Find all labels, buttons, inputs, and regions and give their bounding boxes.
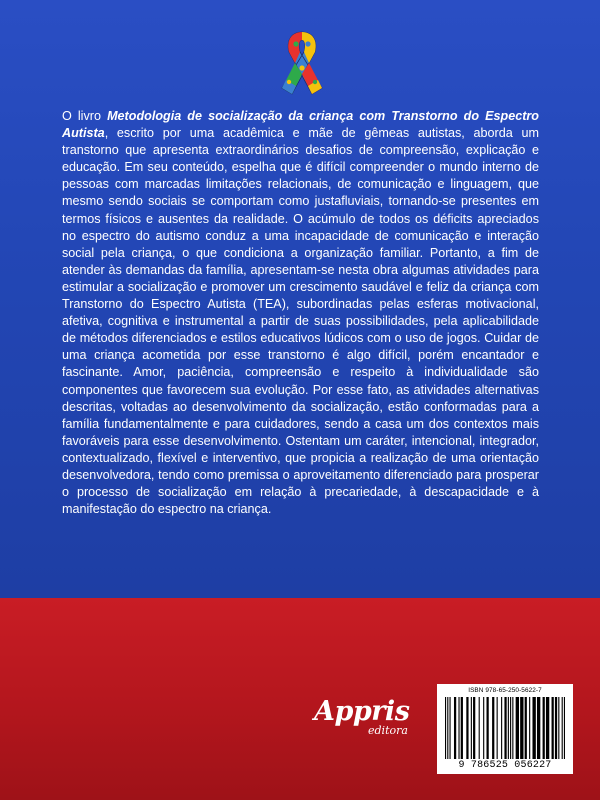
barcode-bar bbox=[558, 697, 559, 759]
barcode-bar bbox=[552, 697, 554, 759]
barcode-bar bbox=[473, 697, 475, 759]
barcode-bar bbox=[504, 697, 506, 759]
barcode-bar bbox=[483, 697, 484, 759]
barcode-bar bbox=[564, 697, 565, 759]
isbn-label: ISBN 978-65-250-5622-7 bbox=[468, 687, 542, 694]
barcode-bar bbox=[497, 697, 498, 759]
publisher-subtitle: editora bbox=[368, 724, 408, 737]
barcode-bar bbox=[555, 697, 557, 759]
isbn-barcode-box bbox=[437, 684, 573, 774]
barcode-bar bbox=[445, 697, 446, 759]
barcode-bar bbox=[537, 697, 540, 759]
barcode-bar bbox=[532, 697, 535, 759]
barcode-bar bbox=[562, 697, 563, 759]
barcode-bar bbox=[516, 697, 519, 759]
barcode-bar bbox=[492, 697, 494, 759]
barcode-bar bbox=[501, 697, 502, 759]
barcode-digits: 9 786525 056227 bbox=[458, 760, 552, 771]
barcode-bar bbox=[512, 697, 513, 759]
barcode-bar bbox=[447, 697, 448, 759]
book-title: Metodologia de socialização da criança com Transtorno do Espectro Autista bbox=[62, 109, 540, 141]
barcode-bar bbox=[487, 697, 489, 759]
barcode-bar bbox=[510, 697, 511, 759]
barcode-bar bbox=[471, 697, 472, 759]
barcode-bar bbox=[529, 697, 530, 759]
barcode-bar bbox=[461, 697, 463, 759]
barcode-bar bbox=[520, 697, 523, 759]
publisher-logo bbox=[314, 696, 424, 742]
barcode-bar bbox=[449, 697, 450, 759]
blurb-intro: O livro bbox=[62, 109, 108, 123]
barcode-bar bbox=[525, 697, 527, 759]
back-cover-blurb bbox=[62, 108, 539, 518]
barcode bbox=[445, 697, 565, 759]
barcode-bar bbox=[479, 697, 480, 759]
barcode-bar bbox=[543, 697, 545, 759]
barcode-bar bbox=[458, 697, 459, 759]
barcode-bar bbox=[508, 697, 509, 759]
autism-awareness-ribbon-icon bbox=[262, 22, 342, 102]
blurb-body: , escrito por uma acadêmica e mãe de gêmeas autistas, aborda um transtorno que apresenta extraordinários desafios de compreensão, explicação e educação. Em seu conteúdo, espelha que é difícil compreender o mundo interno de pessoas com marcadas limitações relacionais, de comunicação e linguagem, que mesmo sendo sociais se comportam como justafluviais, tornando-se presentes em termos físicos e ausentes da realidade. O acúmulo de todos os déficits apreciados no espectro do autismo conduz a uma incapacidade de comunicação e interação social pela criança, o que condiciona a organização familiar. Portanto, a fim de atender às demandas da família, apresentam-se nesta obra algumas atividades para estimular a socialização e promover um crescimento saudável e feliz da criança com Transtorno do Espectro Autista (TEA), subordinadas pelas esferas motivacional, afetiva, cognitiva e instrumental a partir de suas possibilidades, pela aplicabilidade de métodos diferenciados e estilos educativos lúdicos com o uso de jogos. Cuidar de uma criança acometida por esse transtorno é algo difícil, porém encantador e fascinante. Amor, paciência, compreensão e respeito à individualidade são componentes que favorecem sua evolução. Por esse fato, as atividades alternativas descritas, voltadas ao desenvolvimento da socialização, estão conformadas para a família fundamentalmente e para cuidadores, sendo a casa um dos contextos mais favoráveis para esse desenvolvimento. Ostentam um caráter, intencional, integrador, contextualizado, flexível e interventivo, que propicia a realização de uma orientação desenvolvedora, tendo como premissa o aproveitamento diferenciado para prosperar o processo de socialização em relação à precariedade, à descapacidade e à manifestação do espectro na criança. bbox=[62, 126, 539, 517]
barcode-bar bbox=[466, 697, 468, 759]
barcode-bar bbox=[546, 697, 549, 759]
publisher-name: Appris bbox=[314, 696, 410, 727]
barcode-bar bbox=[454, 697, 456, 759]
